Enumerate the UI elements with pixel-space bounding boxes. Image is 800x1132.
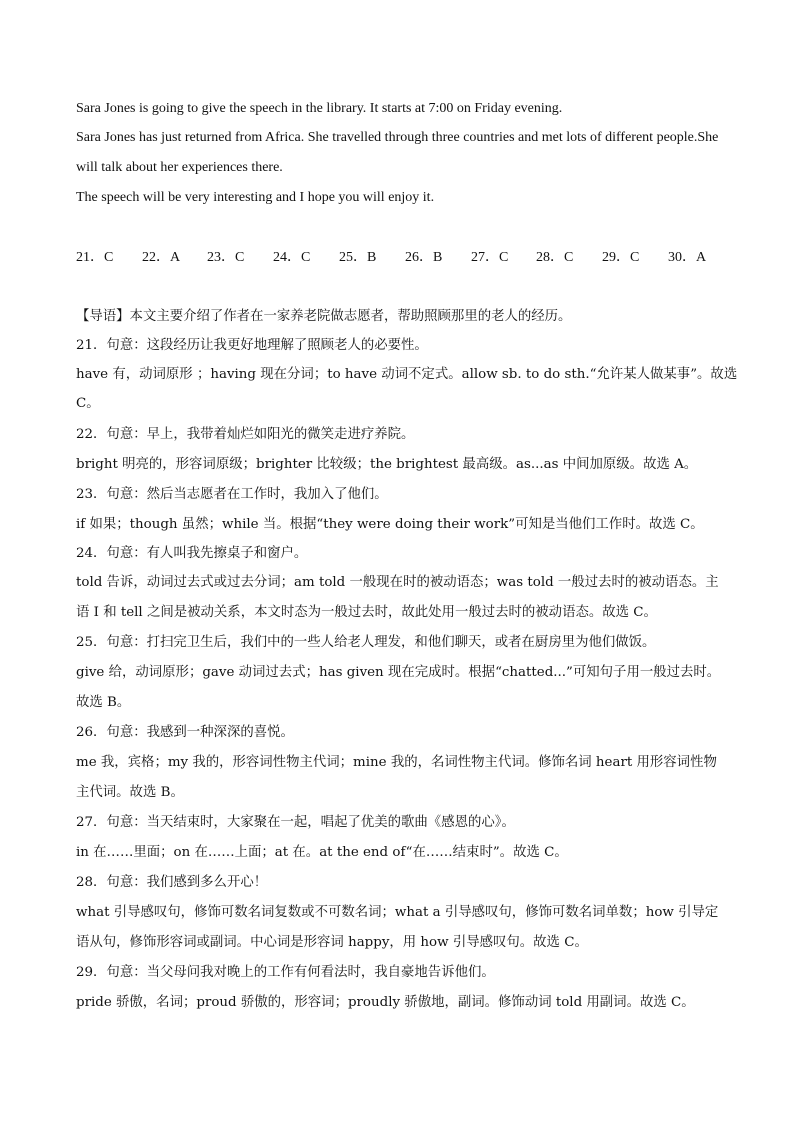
- explanation-line: 主代词。故选 B。: [76, 785, 184, 800]
- explanation-line: bright 明亮的，形容词原级；brighter 比较级；the brightest 最高级。as...as 中间加原级。故选 A。: [76, 457, 698, 472]
- sentence-meaning: 28．句意：我们感到多么开心！: [76, 875, 268, 890]
- passage-line: The speech will be very interesting and I hope you will enjoy it.: [76, 190, 435, 205]
- answer-item: 25．B: [339, 250, 377, 265]
- sentence-meaning: 23．句意：然后当志愿者在工作时，我加入了他们。: [76, 487, 388, 502]
- explanation-line: C。: [76, 396, 100, 411]
- explanation-line: if 如果；though 虽然；while 当。根据“they were doing their work”可知是当他们工作时。故选 C。: [76, 517, 704, 532]
- answer-item: 30．A: [668, 250, 707, 265]
- guide-heading: 【导语】本文主要介绍了作者在一家养老院做志愿者，帮助照顾那里的老人的经历。: [76, 309, 572, 324]
- explanation-line: in 在……里面；on 在……上面；at 在。at the end of“在……结束时”。故选 C。: [76, 845, 568, 860]
- answer-item: 24．C: [273, 250, 311, 265]
- sentence-meaning: 27．句意：当天结束时，大家聚在一起，唱起了优美的歌曲《感恩的心》。: [76, 815, 515, 830]
- explanation-line: 语 I 和 tell 之间是被动关系，本文时态为一般过去时，故此处用一般过去时的被动语态。故选 C。: [76, 605, 657, 620]
- sentence-meaning: 24．句意：有人叫我先擦桌子和窗户。: [76, 546, 308, 561]
- answer-item: 29．C: [602, 250, 640, 265]
- answer-item: 27．C: [471, 250, 509, 265]
- answer-item: 23．C: [207, 250, 245, 265]
- explanation-line: told 告诉，动词过去式或过去分词；am told 一般现在时的被动语态；was told 一般过去时的被动语态。主: [76, 575, 719, 590]
- explanation-line: give 给，动词原形；gave 动词过去式；has given 现在完成时。根据“chatted...”可知句子用一般过去时。: [76, 665, 721, 680]
- passage-line: Sara Jones has just returned from Africa. She travelled through three countries and met lots of different people.She: [76, 130, 719, 145]
- sentence-meaning: 21．句意：这段经历让我更好地理解了照顾老人的必要性。: [76, 338, 428, 353]
- explanation-line: have 有，动词原形 ；having 现在分词；to have 动词不定式。allow sb. to do sth.“允许某人做某事”。故选: [76, 367, 738, 382]
- answer-item: 28．C: [536, 250, 574, 265]
- sentence-meaning: 25．句意：打扫完卫生后，我们中的一些人给老人理发，和他们聊天，或者在厨房里为他们做饭。: [76, 635, 656, 650]
- answer-item: 22．A: [142, 250, 181, 265]
- answer-item: 21．C: [76, 250, 114, 265]
- passage-line: will talk about her experiences there.: [76, 160, 283, 175]
- answer-item: 26．B: [405, 250, 443, 265]
- answer-key-row: [76, 246, 726, 264]
- explanation-line: 语从句，修饰形容词或副词。中心词是形容词 happy，用 how 引导感叹句。故选 C。: [76, 935, 588, 950]
- explanation-line: what 引导感叹句，修饰可数名词复数或不可数名词；what a 引导感叹句，修饰可数名词单数；how 引导定: [76, 905, 719, 920]
- sentence-meaning: 29．句意：当父母问我对晚上的工作有何看法时，我自豪地告诉他们。: [76, 965, 495, 980]
- explanation-line: me 我，宾格；my 我的，形容词性物主代词；mine 我的，名词性物主代词。修饰名词 heart 用形容词性物: [76, 755, 717, 770]
- explanation-line: pride 骄傲，名词；proud 骄傲的，形容词；proudly 骄傲地，副词。修饰动词 told 用副词。故选 C。: [76, 995, 695, 1010]
- passage-line: Sara Jones is going to give the speech in the library. It starts at 7:00 on Friday evening.: [76, 101, 563, 116]
- sentence-meaning: 26．句意：我感到一种深深的喜悦。: [76, 725, 294, 740]
- sentence-meaning: 22．句意：早上，我带着灿烂如阳光的微笑走进疗养院。: [76, 427, 415, 442]
- explanation-line: 故选 B。: [76, 695, 131, 710]
